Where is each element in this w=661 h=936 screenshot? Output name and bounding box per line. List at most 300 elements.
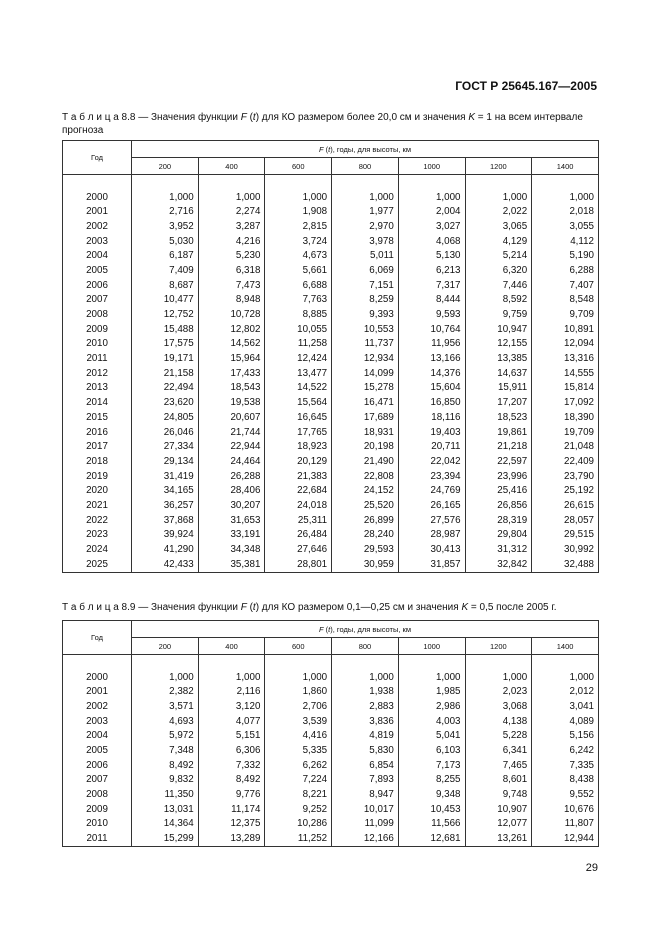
value-cell: 7,763 xyxy=(265,293,332,308)
table-row xyxy=(63,469,599,484)
value-cell: 35,381 xyxy=(198,557,265,572)
value-cell: 18,390 xyxy=(532,410,599,425)
table-row xyxy=(63,542,599,557)
value-cell: 10,891 xyxy=(532,322,599,337)
value-cell: 2,815 xyxy=(265,219,332,234)
table-row xyxy=(63,351,599,366)
value-cell: 29,134 xyxy=(132,454,199,469)
table-row xyxy=(63,293,599,308)
value-cell: 16,471 xyxy=(332,395,399,410)
value-cell: 5,661 xyxy=(265,263,332,278)
table-row xyxy=(63,234,599,249)
value-cell: 23,790 xyxy=(532,469,599,484)
value-cell: 12,752 xyxy=(132,307,199,322)
value-cell: 6,242 xyxy=(532,743,599,758)
value-cell: 10,553 xyxy=(332,322,399,337)
value-cell: 12,166 xyxy=(332,831,399,846)
table-row xyxy=(63,528,599,543)
value-cell: 11,566 xyxy=(398,817,465,832)
year-cell: 2003 xyxy=(63,714,132,729)
value-cell: 25,416 xyxy=(465,483,532,498)
value-cell: 15,964 xyxy=(198,351,265,366)
value-cell: 2,986 xyxy=(398,699,465,714)
value-cell: 5,972 xyxy=(132,728,199,743)
value-cell: 5,151 xyxy=(198,728,265,743)
year-cell: 2025 xyxy=(63,557,132,572)
value-cell: 11,737 xyxy=(332,337,399,352)
value-cell: 3,068 xyxy=(465,699,532,714)
value-cell: 22,409 xyxy=(532,454,599,469)
value-cell: 3,724 xyxy=(265,234,332,249)
altitude-header: 200 xyxy=(132,638,199,655)
value-cell: 15,299 xyxy=(132,831,199,846)
value-cell: 24,018 xyxy=(265,498,332,513)
year-cell: 2023 xyxy=(63,528,132,543)
value-cell: 4,112 xyxy=(532,234,599,249)
year-cell: 2011 xyxy=(63,831,132,846)
value-cell: 12,802 xyxy=(198,322,265,337)
value-cell: 14,099 xyxy=(332,366,399,381)
value-cell: 22,808 xyxy=(332,469,399,484)
value-cell: 29,804 xyxy=(465,528,532,543)
value-cell: 6,318 xyxy=(198,263,265,278)
value-cell: 7,335 xyxy=(532,758,599,773)
value-cell: 17,689 xyxy=(332,410,399,425)
value-cell: 26,899 xyxy=(332,513,399,528)
value-cell: 2,116 xyxy=(198,684,265,699)
value-cell: 3,978 xyxy=(332,234,399,249)
year-cell: 2009 xyxy=(63,802,132,817)
value-cell: 13,385 xyxy=(465,351,532,366)
value-cell: 5,130 xyxy=(398,248,465,263)
value-cell: 2,022 xyxy=(465,204,532,219)
value-cell: 9,252 xyxy=(265,802,332,817)
value-cell: 9,393 xyxy=(332,307,399,322)
value-cell: 1,000 xyxy=(332,190,399,205)
table-row xyxy=(63,802,599,817)
year-cell: 2020 xyxy=(63,483,132,498)
value-cell: 5,041 xyxy=(398,728,465,743)
value-cell: 28,057 xyxy=(532,513,599,528)
value-cell: 20,129 xyxy=(265,454,332,469)
value-cell: 8,492 xyxy=(132,758,199,773)
table-row xyxy=(63,395,599,410)
value-cell: 18,923 xyxy=(265,439,332,454)
value-cell: 28,801 xyxy=(265,557,332,572)
table-row xyxy=(63,787,599,802)
altitude-header: 400 xyxy=(198,158,265,175)
value-cell: 9,776 xyxy=(198,787,265,802)
value-cell: 5,230 xyxy=(198,248,265,263)
value-cell: 42,433 xyxy=(132,557,199,572)
value-cell: 8,221 xyxy=(265,787,332,802)
table-row xyxy=(63,831,599,846)
value-cell: 27,576 xyxy=(398,513,465,528)
value-cell: 24,805 xyxy=(132,410,199,425)
value-cell: 5,011 xyxy=(332,248,399,263)
value-cell: 7,893 xyxy=(332,773,399,788)
value-cell: 13,289 xyxy=(198,831,265,846)
value-cell: 28,987 xyxy=(398,528,465,543)
altitude-header: 1400 xyxy=(532,638,599,655)
value-cell: 30,959 xyxy=(332,557,399,572)
value-cell: 3,065 xyxy=(465,219,532,234)
value-cell: 24,152 xyxy=(332,483,399,498)
value-cell: 2,382 xyxy=(132,684,199,699)
value-cell: 2,883 xyxy=(332,699,399,714)
table-row xyxy=(63,513,599,528)
value-cell: 12,944 xyxy=(532,831,599,846)
value-cell: 17,092 xyxy=(532,395,599,410)
value-cell: 3,571 xyxy=(132,699,199,714)
table-8-8 xyxy=(62,140,599,573)
altitude-header: 1000 xyxy=(398,638,465,655)
value-cell: 11,956 xyxy=(398,337,465,352)
value-cell: 6,341 xyxy=(465,743,532,758)
value-cell: 1,000 xyxy=(132,190,199,205)
value-cell: 21,490 xyxy=(332,454,399,469)
value-cell: 30,207 xyxy=(198,498,265,513)
value-cell: 15,564 xyxy=(265,395,332,410)
value-cell: 3,539 xyxy=(265,714,332,729)
value-cell: 8,885 xyxy=(265,307,332,322)
table-row xyxy=(63,248,599,263)
value-cell: 10,055 xyxy=(265,322,332,337)
value-cell: 1,000 xyxy=(398,190,465,205)
value-cell: 1,000 xyxy=(198,670,265,685)
value-cell: 7,473 xyxy=(198,278,265,293)
year-cell: 2005 xyxy=(63,263,132,278)
value-cell: 1,000 xyxy=(265,670,332,685)
value-cell: 9,552 xyxy=(532,787,599,802)
table-row xyxy=(63,483,599,498)
value-cell: 6,187 xyxy=(132,248,199,263)
table-row xyxy=(63,337,599,352)
value-cell: 24,769 xyxy=(398,483,465,498)
value-cell: 1,985 xyxy=(398,684,465,699)
year-cell: 2009 xyxy=(63,322,132,337)
value-cell: 31,653 xyxy=(198,513,265,528)
value-cell: 11,258 xyxy=(265,337,332,352)
value-cell: 1,000 xyxy=(332,670,399,685)
value-cell: 3,120 xyxy=(198,699,265,714)
value-cell: 18,523 xyxy=(465,410,532,425)
value-cell: 4,416 xyxy=(265,728,332,743)
table-row xyxy=(63,278,599,293)
value-cell: 1,000 xyxy=(265,190,332,205)
year-cell: 2005 xyxy=(63,743,132,758)
year-cell: 2002 xyxy=(63,219,132,234)
value-cell: 3,952 xyxy=(132,219,199,234)
value-cell: 1,000 xyxy=(532,190,599,205)
year-column-header: Год xyxy=(63,141,132,175)
table-row xyxy=(63,425,599,440)
value-cell: 8,492 xyxy=(198,773,265,788)
value-cell: 21,158 xyxy=(132,366,199,381)
table-row xyxy=(63,773,599,788)
value-cell: 31,857 xyxy=(398,557,465,572)
year-cell: 2010 xyxy=(63,817,132,832)
value-cell: 29,515 xyxy=(532,528,599,543)
year-cell: 2021 xyxy=(63,498,132,513)
table-row xyxy=(63,454,599,469)
value-cell: 16,850 xyxy=(398,395,465,410)
value-cell: 3,836 xyxy=(332,714,399,729)
value-cell: 5,830 xyxy=(332,743,399,758)
value-cell: 13,316 xyxy=(532,351,599,366)
value-cell: 10,286 xyxy=(265,817,332,832)
value-cell: 2,274 xyxy=(198,204,265,219)
year-cell: 2003 xyxy=(63,234,132,249)
value-cell: 14,522 xyxy=(265,381,332,396)
value-cell: 25,311 xyxy=(265,513,332,528)
table-8-8-caption: Т а б л и ц а 8.8 — Значения функции F (t) для КО размером более 20,0 см и значения K = 1 на всем интервале прогноза xyxy=(62,112,583,136)
value-cell: 11,099 xyxy=(332,817,399,832)
year-cell: 2017 xyxy=(63,439,132,454)
value-cell: 8,947 xyxy=(332,787,399,802)
table-row xyxy=(63,322,599,337)
table-row xyxy=(63,714,599,729)
value-cell: 23,620 xyxy=(132,395,199,410)
table-row xyxy=(63,758,599,773)
altitude-group-header: F (t), годы, для высоты, км xyxy=(132,621,599,638)
value-cell: 21,218 xyxy=(465,439,532,454)
year-cell: 2006 xyxy=(63,758,132,773)
value-cell: 13,477 xyxy=(265,366,332,381)
table-row xyxy=(63,219,599,234)
value-cell: 2,023 xyxy=(465,684,532,699)
value-cell: 27,334 xyxy=(132,439,199,454)
value-cell: 19,538 xyxy=(198,395,265,410)
year-cell: 2011 xyxy=(63,351,132,366)
value-cell: 26,484 xyxy=(265,528,332,543)
value-cell: 19,709 xyxy=(532,425,599,440)
value-cell: 13,031 xyxy=(132,802,199,817)
value-cell: 26,288 xyxy=(198,469,265,484)
value-cell: 22,597 xyxy=(465,454,532,469)
value-cell: 1,000 xyxy=(198,190,265,205)
year-cell: 2012 xyxy=(63,366,132,381)
value-cell: 9,348 xyxy=(398,787,465,802)
table-row xyxy=(63,263,599,278)
value-cell: 32,488 xyxy=(532,557,599,572)
value-cell: 4,089 xyxy=(532,714,599,729)
value-cell: 10,017 xyxy=(332,802,399,817)
value-cell: 14,637 xyxy=(465,366,532,381)
value-cell: 6,320 xyxy=(465,263,532,278)
value-cell: 2,018 xyxy=(532,204,599,219)
value-cell: 19,403 xyxy=(398,425,465,440)
value-cell: 6,262 xyxy=(265,758,332,773)
value-cell: 20,711 xyxy=(398,439,465,454)
value-cell: 9,832 xyxy=(132,773,199,788)
value-cell: 2,004 xyxy=(398,204,465,219)
altitude-header: 800 xyxy=(332,158,399,175)
value-cell: 25,192 xyxy=(532,483,599,498)
value-cell: 6,688 xyxy=(265,278,332,293)
value-cell: 37,868 xyxy=(132,513,199,528)
value-cell: 4,077 xyxy=(198,714,265,729)
table-row xyxy=(63,699,599,714)
table-row xyxy=(63,307,599,322)
value-cell: 3,027 xyxy=(398,219,465,234)
table-row xyxy=(63,439,599,454)
value-cell: 14,555 xyxy=(532,366,599,381)
value-cell: 17,765 xyxy=(265,425,332,440)
table-8-9-caption: Т а б л и ц а 8.9 — Значения функции F (t) для КО размером 0,1—0,25 см и значения K = 0,5 после 2005 г. xyxy=(62,602,557,613)
value-cell: 8,948 xyxy=(198,293,265,308)
value-cell: 2,716 xyxy=(132,204,199,219)
value-cell: 12,424 xyxy=(265,351,332,366)
value-cell: 23,394 xyxy=(398,469,465,484)
year-cell: 2010 xyxy=(63,337,132,352)
value-cell: 8,255 xyxy=(398,773,465,788)
table-row xyxy=(63,366,599,381)
value-cell: 20,607 xyxy=(198,410,265,425)
value-cell: 13,166 xyxy=(398,351,465,366)
value-cell: 15,278 xyxy=(332,381,399,396)
value-cell: 7,317 xyxy=(398,278,465,293)
value-cell: 10,947 xyxy=(465,322,532,337)
value-cell: 41,290 xyxy=(132,542,199,557)
value-cell: 21,048 xyxy=(532,439,599,454)
altitude-header: 1200 xyxy=(465,638,532,655)
value-cell: 11,350 xyxy=(132,787,199,802)
table-row xyxy=(63,498,599,513)
value-cell: 7,446 xyxy=(465,278,532,293)
value-cell: 11,174 xyxy=(198,802,265,817)
value-cell: 1,000 xyxy=(465,670,532,685)
value-cell: 34,165 xyxy=(132,483,199,498)
value-cell: 11,807 xyxy=(532,817,599,832)
value-cell: 1,860 xyxy=(265,684,332,699)
value-cell: 29,593 xyxy=(332,542,399,557)
year-cell: 2001 xyxy=(63,204,132,219)
altitude-header: 600 xyxy=(265,158,332,175)
year-cell: 2016 xyxy=(63,425,132,440)
value-cell: 28,406 xyxy=(198,483,265,498)
table-row xyxy=(63,728,599,743)
value-cell: 2,012 xyxy=(532,684,599,699)
year-cell: 2004 xyxy=(63,728,132,743)
year-cell: 2014 xyxy=(63,395,132,410)
altitude-header: 600 xyxy=(265,638,332,655)
value-cell: 22,944 xyxy=(198,439,265,454)
altitude-group-header: F (t), годы, для высоты, км xyxy=(132,141,599,158)
value-cell: 10,453 xyxy=(398,802,465,817)
year-cell: 2004 xyxy=(63,248,132,263)
year-cell: 2000 xyxy=(63,190,132,205)
value-cell: 1,000 xyxy=(465,190,532,205)
value-cell: 15,814 xyxy=(532,381,599,396)
value-cell: 6,854 xyxy=(332,758,399,773)
value-cell: 17,433 xyxy=(198,366,265,381)
value-cell: 7,409 xyxy=(132,263,199,278)
altitude-header: 1200 xyxy=(465,158,532,175)
year-cell: 2000 xyxy=(63,670,132,685)
value-cell: 5,335 xyxy=(265,743,332,758)
value-cell: 9,748 xyxy=(465,787,532,802)
value-cell: 8,592 xyxy=(465,293,532,308)
value-cell: 19,171 xyxy=(132,351,199,366)
table-row xyxy=(63,557,599,572)
value-cell: 4,138 xyxy=(465,714,532,729)
year-cell: 2007 xyxy=(63,773,132,788)
value-cell: 1,908 xyxy=(265,204,332,219)
value-cell: 31,419 xyxy=(132,469,199,484)
value-cell: 19,861 xyxy=(465,425,532,440)
value-cell: 4,693 xyxy=(132,714,199,729)
year-cell: 2018 xyxy=(63,454,132,469)
value-cell: 34,348 xyxy=(198,542,265,557)
table-row xyxy=(63,670,599,685)
value-cell: 5,214 xyxy=(465,248,532,263)
value-cell: 7,173 xyxy=(398,758,465,773)
document-code: ГОСТ Р 25645.167—2005 xyxy=(455,79,597,93)
value-cell: 22,684 xyxy=(265,483,332,498)
value-cell: 4,129 xyxy=(465,234,532,249)
value-cell: 1,000 xyxy=(532,670,599,685)
year-cell: 2002 xyxy=(63,699,132,714)
year-cell: 2001 xyxy=(63,684,132,699)
value-cell: 5,190 xyxy=(532,248,599,263)
value-cell: 33,191 xyxy=(198,528,265,543)
value-cell: 6,103 xyxy=(398,743,465,758)
value-cell: 36,257 xyxy=(132,498,199,513)
page-number: 29 xyxy=(585,862,598,874)
value-cell: 26,615 xyxy=(532,498,599,513)
value-cell: 4,068 xyxy=(398,234,465,249)
value-cell: 8,438 xyxy=(532,773,599,788)
value-cell: 7,348 xyxy=(132,743,199,758)
value-cell: 5,030 xyxy=(132,234,199,249)
value-cell: 18,931 xyxy=(332,425,399,440)
value-cell: 7,151 xyxy=(332,278,399,293)
value-cell: 15,488 xyxy=(132,322,199,337)
value-cell: 14,376 xyxy=(398,366,465,381)
table-row xyxy=(63,381,599,396)
value-cell: 4,003 xyxy=(398,714,465,729)
value-cell: 10,676 xyxy=(532,802,599,817)
value-cell: 28,319 xyxy=(465,513,532,528)
table-row xyxy=(63,190,599,205)
value-cell: 13,261 xyxy=(465,831,532,846)
altitude-header: 1000 xyxy=(398,158,465,175)
value-cell: 1,000 xyxy=(132,670,199,685)
year-cell: 2019 xyxy=(63,469,132,484)
value-cell: 10,907 xyxy=(465,802,532,817)
value-cell: 4,673 xyxy=(265,248,332,263)
value-cell: 22,042 xyxy=(398,454,465,469)
value-cell: 3,287 xyxy=(198,219,265,234)
value-cell: 26,046 xyxy=(132,425,199,440)
value-cell: 25,520 xyxy=(332,498,399,513)
value-cell: 15,911 xyxy=(465,381,532,396)
value-cell: 9,759 xyxy=(465,307,532,322)
table-row xyxy=(63,410,599,425)
value-cell: 12,077 xyxy=(465,817,532,832)
value-cell: 9,709 xyxy=(532,307,599,322)
altitude-header: 1400 xyxy=(532,158,599,175)
year-cell: 2024 xyxy=(63,542,132,557)
value-cell: 6,288 xyxy=(532,263,599,278)
value-cell: 17,575 xyxy=(132,337,199,352)
value-cell: 6,213 xyxy=(398,263,465,278)
value-cell: 31,312 xyxy=(465,542,532,557)
value-cell: 5,156 xyxy=(532,728,599,743)
value-cell: 24,464 xyxy=(198,454,265,469)
value-cell: 2,706 xyxy=(265,699,332,714)
